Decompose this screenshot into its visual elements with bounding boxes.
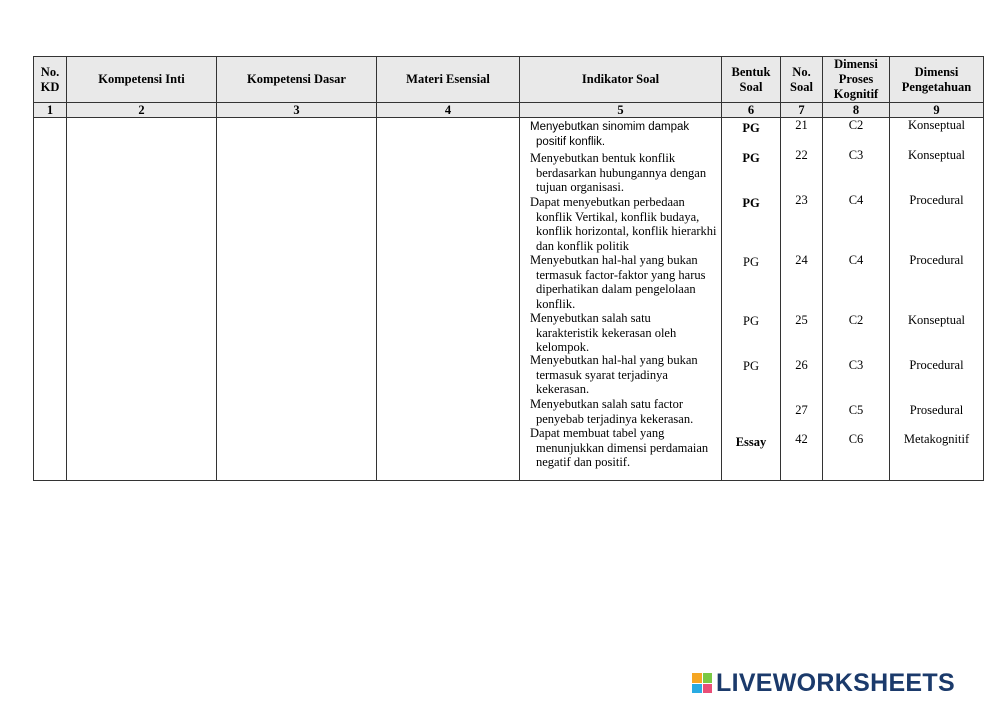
proses-kognitif-value: C4	[848, 193, 864, 207]
no-soal-value: 26	[795, 358, 808, 372]
proses-kognitif-value: C3	[848, 148, 864, 162]
cell-indikator-soal	[520, 118, 722, 481]
pengetahuan-value: Konseptual	[908, 118, 965, 132]
bentuk-soal-value: Essay	[735, 435, 767, 449]
indikator-text: penyebab terjadinya kekerasan.	[536, 411, 694, 426]
column-number: 1	[34, 103, 67, 118]
header-row	[34, 57, 984, 103]
column-number: 9	[890, 103, 984, 118]
no-soal-value: 25	[795, 313, 808, 327]
indikator-text: Menyebutkan sinomim dampak	[530, 121, 690, 133]
pengetahuan-value: Procedural	[909, 358, 964, 372]
indikator-item	[530, 397, 717, 426]
pengetahuan-value: Konseptual	[908, 148, 965, 162]
bentuk-soal-value: PG	[743, 314, 759, 328]
indikator-text: karakteristik kekerasan oleh kelompok.	[536, 325, 677, 355]
pengetahuan-value: Metakognitif	[903, 432, 970, 446]
indikator-item	[530, 151, 717, 195]
cell-bentuk-soal	[722, 118, 781, 481]
indikator-item	[530, 353, 717, 397]
header-dimensi-proses-kognitif: Dimensi Proses Kognitif	[823, 57, 890, 103]
column-number: 8	[823, 103, 890, 118]
pengetahuan-value: Konseptual	[908, 313, 965, 327]
column-number: 2	[67, 103, 217, 118]
header-materi-esensial: Materi Esensial	[377, 57, 520, 103]
no-soal-value: 24	[795, 253, 808, 267]
pengetahuan-value: Procedural	[909, 193, 964, 207]
no-soal-value: 27	[795, 403, 808, 417]
header-no-kd: No. KD	[34, 57, 67, 103]
logo-square	[692, 673, 702, 683]
indikator-text: Dapat membuat tabel yang	[530, 426, 665, 440]
cell-kompetensi-inti	[67, 118, 217, 481]
liveworksheets-logo-icon	[692, 673, 712, 693]
pengetahuan-value: Procedural	[909, 253, 964, 267]
cell-no-soal	[781, 118, 823, 481]
logo-square	[703, 673, 713, 683]
bentuk-soal-value: PG	[743, 255, 759, 269]
indikator-item	[530, 253, 717, 311]
logo-square	[692, 684, 702, 694]
header-kompetensi-dasar: Kompetensi Dasar	[217, 57, 377, 103]
bentuk-soal-value: PG	[742, 151, 760, 165]
kisi-kisi-table	[33, 56, 984, 481]
indikator-item	[530, 426, 717, 470]
logo-square	[703, 684, 713, 694]
no-soal-value: 21	[795, 118, 808, 132]
proses-kognitif-value: C6	[848, 432, 864, 446]
indikator-text: Menyebutkan hal-hal yang bukan	[530, 253, 698, 267]
indikator-text: Menyebutkan salah satu	[530, 311, 651, 325]
pengetahuan-value: Prosedural	[909, 403, 964, 417]
indikator-text: positif konflik.	[536, 136, 606, 148]
cell-no-kd	[34, 118, 67, 481]
indikator-text: Menyebutkan salah satu factor	[530, 397, 684, 411]
column-number: 5	[520, 103, 722, 118]
proses-kognitif-value: C3	[848, 358, 864, 372]
column-number: 7	[781, 103, 823, 118]
no-soal-value: 22	[795, 148, 808, 162]
indikator-text: menunjukkan dimensi perdamaian negatif dan positif.	[536, 440, 709, 470]
proses-kognitif-value: C2	[848, 118, 864, 132]
bentuk-soal-value: PG	[743, 359, 759, 373]
table-row	[34, 118, 984, 481]
header-bentuk-soal: Bentuk Soal	[722, 57, 781, 103]
indikator-item	[530, 120, 717, 150]
indikator-text: termasuk syarat terjadinya kekerasan.	[536, 367, 668, 397]
liveworksheets-logo-text: LIVEWORKSHEETS	[716, 669, 955, 697]
header-kompetensi-inti: Kompetensi Inti	[67, 57, 217, 103]
proses-kognitif-value: C2	[848, 313, 864, 327]
cell-materi-esensial	[377, 118, 520, 481]
cell-kompetensi-dasar	[217, 118, 377, 481]
indikator-text: Menyebutkan hal-hal yang bukan	[530, 353, 698, 367]
header-no-soal: No. Soal	[781, 57, 823, 103]
proses-kognitif-value: C5	[848, 403, 864, 417]
column-number-row	[34, 103, 984, 118]
liveworksheets-logo[interactable]	[692, 670, 955, 696]
no-soal-value: 23	[795, 193, 808, 207]
indikator-text: Dapat menyebutkan perbedaan	[530, 195, 685, 209]
indikator-text: berdasarkan hubungannya dengan tujuan organisasi.	[536, 165, 707, 195]
header-indikator-soal: Indikator Soal	[520, 57, 722, 103]
bentuk-soal-value: PG	[742, 196, 760, 210]
header-dimensi-pengetahuan: Dimensi Pengetahuan	[890, 57, 984, 103]
no-soal-value: 42	[795, 432, 808, 446]
indikator-item	[530, 311, 717, 355]
indikator-text: Menyebutkan bentuk konflik	[530, 151, 676, 165]
indikator-text: termasuk factor-faktor yang harus diperhatikan dalam pengelolaan konflik.	[536, 267, 706, 311]
column-number: 6	[722, 103, 781, 118]
indikator-text: konflik Vertikal, konflik budaya, konflik horizontal, konflik hierarkhi dan konflik politik	[536, 209, 717, 253]
column-number: 4	[377, 103, 520, 118]
proses-kognitif-value: C4	[848, 253, 864, 267]
column-number: 3	[217, 103, 377, 118]
indikator-item	[530, 195, 717, 253]
bentuk-soal-value: PG	[742, 121, 760, 135]
cell-dimensi-proses-kognitif	[823, 118, 890, 481]
cell-dimensi-pengetahuan	[890, 118, 984, 481]
